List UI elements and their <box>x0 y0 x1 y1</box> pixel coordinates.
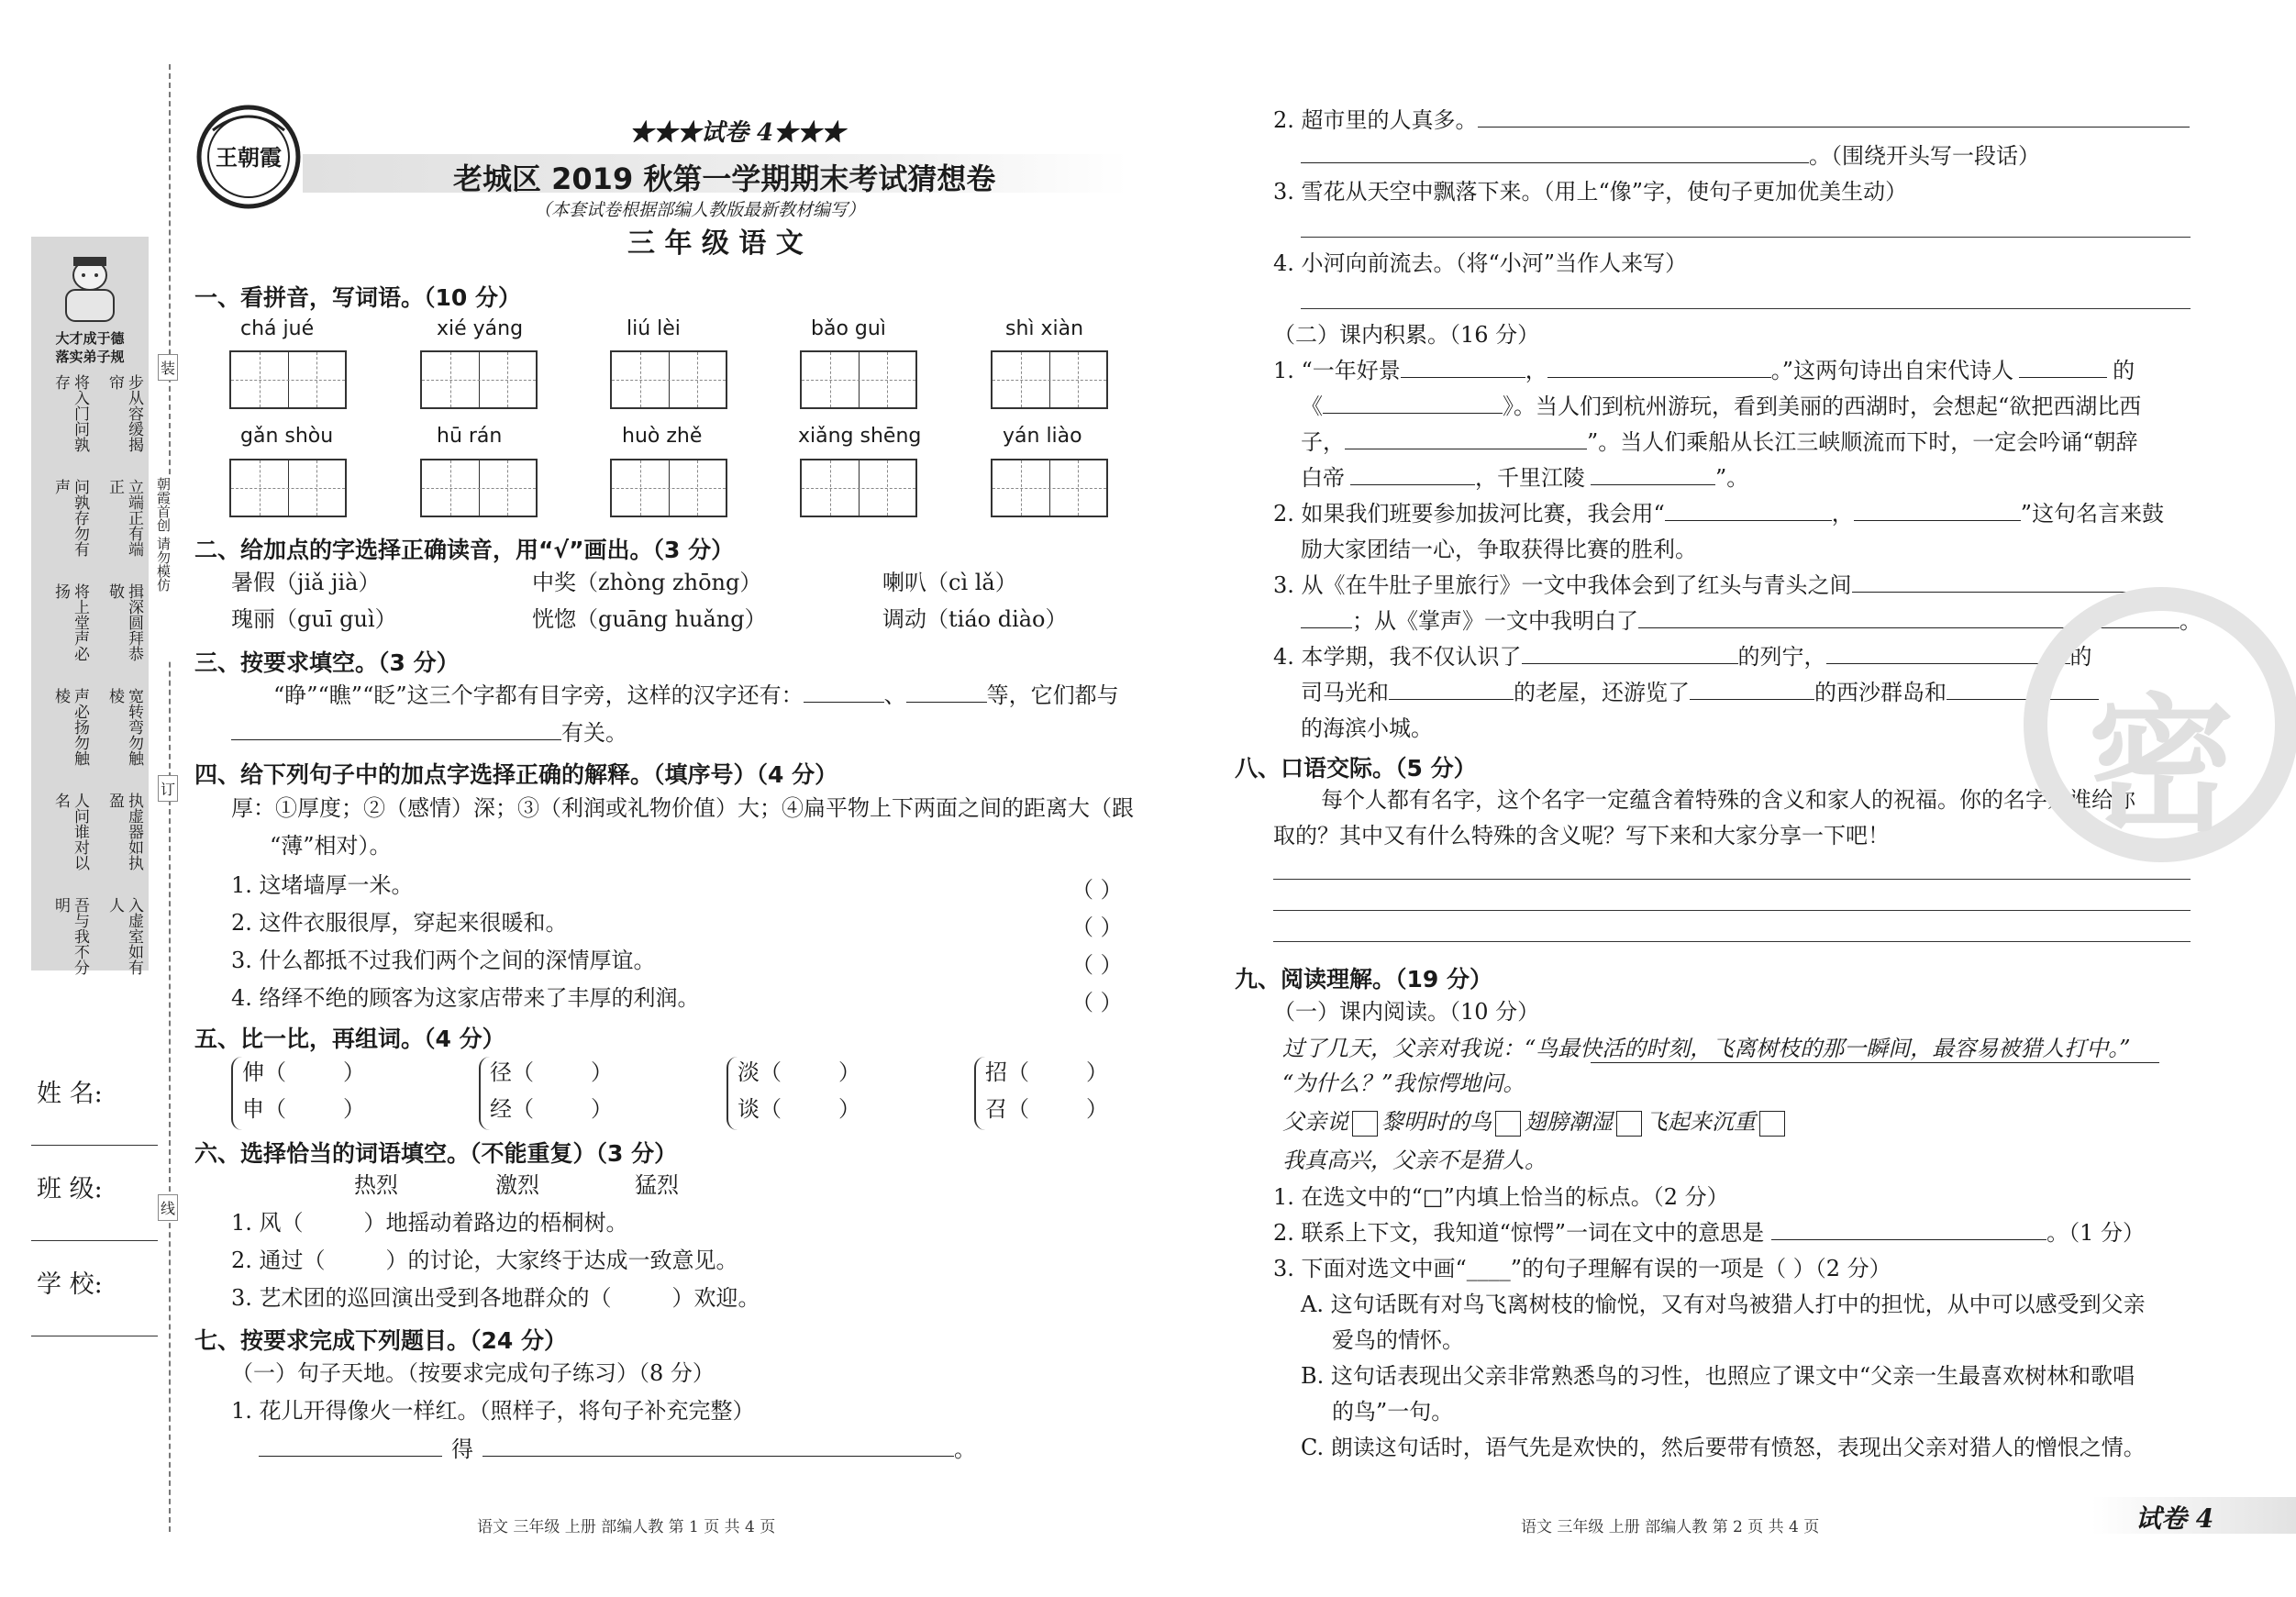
text: 2. 联系上下文，我知道“惊愕”一词在文中的意思是 <box>1273 1220 1765 1246</box>
text: 的 <box>2113 358 2135 383</box>
binding-warning: 朝霞首创 请勿模仿 <box>154 477 173 660</box>
pronunciation-item[interactable]: 恍惚（guāng huǎng） <box>532 606 767 632</box>
text: ；从《掌声》一文中我明白了 <box>1352 608 1638 634</box>
answer-blank[interactable] <box>259 1436 442 1457</box>
q4-item: 1. 这堵墙厚一米。 <box>231 872 414 898</box>
pinyin: shì xiàn <box>1005 317 1084 340</box>
writing-grid[interactable] <box>420 350 538 409</box>
q7-s1-mid: 得 <box>451 1436 473 1462</box>
text: 的西沙群岛和 <box>1814 680 1947 705</box>
q3-sep: 、 <box>883 682 906 708</box>
word-option: 热烈 <box>354 1172 398 1198</box>
text: 白帝 <box>1301 465 1345 491</box>
q7-title: 七、按要求完成下列题目。（24 分） <box>194 1327 567 1354</box>
compare-group <box>479 1057 627 1130</box>
compare-char: 径（ <box>490 1059 534 1085</box>
text: 司马光和 <box>1301 680 1389 705</box>
answer-blank[interactable] <box>2019 357 2107 378</box>
compare-char: 召（ <box>985 1096 1029 1122</box>
pinyin: yán liào <box>1003 425 1082 448</box>
text: ”。 <box>1715 465 1749 491</box>
exam-subject: 三 年 级 语 文 <box>627 227 804 260</box>
q3-text: “睁”“瞧”“眨”这三个字都有目字旁，这样的汉字还有： <box>273 682 804 708</box>
answer-blank[interactable] <box>1665 500 1832 521</box>
punct-box[interactable] <box>1616 1111 1642 1137</box>
compare-group <box>974 1057 1123 1130</box>
text: 。（1 分） <box>2046 1220 2145 1246</box>
answer-blank[interactable] <box>1522 643 1738 664</box>
brand-logo <box>194 103 303 211</box>
q8-prompt: 每个人都有名字，这个名字一定蕴含着特殊的含义和家人的祝福。你的名字是谁给你 <box>1321 787 2135 813</box>
q6-item <box>231 1284 760 1312</box>
q7-s2 <box>1273 106 2190 134</box>
compare-close: ） <box>1086 1059 1108 1085</box>
compare-group <box>727 1057 875 1130</box>
q7-a4-line3: 的海滨小城。 <box>1301 715 1433 741</box>
q6-title: 六、选择恰当的词语填空。（不能重复）（3 分） <box>194 1140 678 1167</box>
answer-line[interactable] <box>1273 941 2191 942</box>
text: ，千里江陵 <box>1475 465 1585 491</box>
pinyin: chá jué <box>240 317 315 340</box>
q7-a1-line4 <box>1301 464 1748 492</box>
reading-line: 我真高兴，父亲不是猎人。 <box>1282 1148 1547 1173</box>
punct-box[interactable] <box>1759 1111 1785 1137</box>
text: 。”这两句诗出自宋代诗人 <box>1770 358 2014 383</box>
compare-char: 伸（ <box>242 1059 286 1085</box>
answer-paren[interactable]: （ ） <box>1071 952 1123 978</box>
footer-right: 语文 三年级 上册 部编人教 第 2 页 共 4 页 <box>1521 1518 1820 1536</box>
compare-close: ） <box>838 1059 860 1085</box>
verse: 揖深圆拜恭敬 <box>105 583 143 661</box>
verse: 声必扬勿触棱 <box>51 688 89 766</box>
pronunciation-item[interactable]: 暑假（jiǎ jià） <box>231 570 381 595</box>
footer-badge: 试卷 4 <box>2135 1503 2214 1534</box>
q7-a2-line2: 励大家团结一心，争取获得比赛的胜利。 <box>1301 537 1697 562</box>
q7-s2-note: 。（围绕开头写一段话） <box>1809 143 2040 169</box>
scholar-illustration <box>51 248 128 325</box>
q3-tail2: 有关。 <box>561 720 627 746</box>
q9-part1: （一）课内阅读。（10 分） <box>1273 999 1540 1025</box>
q3-title: 三、按要求填空。（3 分） <box>194 649 460 676</box>
q6-text: 3. 艺术团的巡回演出受到各地群众的（ <box>231 1285 612 1311</box>
verse: 宽转弯勿触棱 <box>105 688 143 766</box>
option-b-cont: 的鸟”一句。 <box>1332 1399 1454 1425</box>
writing-grid[interactable] <box>800 459 917 517</box>
writing-grid[interactable] <box>229 459 347 517</box>
answer-blank[interactable] <box>482 1436 954 1457</box>
answer-blank[interactable] <box>1389 679 1514 700</box>
verse: 问孰存勿有声 <box>51 479 89 557</box>
text: 。 <box>2180 608 2202 634</box>
text: 黎明时的鸟 <box>1381 1109 1492 1135</box>
q7-a1-line2 <box>1301 393 2141 420</box>
q4-item: 3. 什么都抵不过我们两个之间的深情厚谊。 <box>231 948 656 973</box>
q3-tail: 等，它们都与 <box>986 682 1119 708</box>
q4-item: 2. 这件衣服很厚，穿起来很暖和。 <box>231 910 568 936</box>
writing-grid[interactable] <box>420 459 538 517</box>
q6-text: ）欢迎。 <box>671 1285 760 1311</box>
answer-blank[interactable] <box>1301 142 1809 163</box>
q1-title: 一、看拼音，写词语。（10 分） <box>194 284 521 311</box>
answer-blank[interactable] <box>1401 357 1525 378</box>
compare-close: ） <box>343 1096 365 1122</box>
exam-title: 老城区 2019 秋第一学期期末考试猜想卷 <box>453 161 996 196</box>
verse: 将上堂声必扬 <box>51 583 89 661</box>
q8-title: 八、口语交际。（5 分） <box>1235 755 1477 782</box>
q4-item: 4. 络绎不绝的顾客为这家店带来了丰厚的利润。 <box>231 985 700 1011</box>
underline-mark <box>1591 1062 2159 1063</box>
text: 《 <box>1301 394 1323 419</box>
compare-char: 申（ <box>242 1096 286 1122</box>
verse: 将入门问孰存 <box>51 374 89 452</box>
q6-text: ）地摇动着路边的梧桐树。 <box>363 1210 628 1236</box>
pinyin: xié yáng <box>437 317 524 340</box>
option-b[interactable]: B. 这句话表现出父亲非常熟悉鸟的习性，也照应了课文中“父亲一生最喜欢树林和歌唱 <box>1301 1363 2135 1389</box>
series-label: ★★★试卷 4★★★ <box>629 119 846 147</box>
compare-close: ） <box>1086 1096 1108 1122</box>
q8-prompt: 取的？其中又有什么特殊的含义呢？写下来和大家分享一下吧！ <box>1273 823 1890 848</box>
q6-text: 2. 通过（ <box>231 1248 326 1273</box>
writing-grid[interactable] <box>610 350 727 409</box>
school-label: 学 校: <box>37 1270 103 1299</box>
text: 的列宁， <box>1737 644 1826 670</box>
pinyin: huò zhě <box>622 425 703 448</box>
sidebar-panel <box>31 237 149 975</box>
pronunciation-item[interactable]: 调动（tiáo diào） <box>882 606 1068 632</box>
writing-grid[interactable] <box>610 459 727 517</box>
option-c[interactable]: C. 朗读这句话时，语气先是欢快的，然后要带有愤怒，表现出父亲对猎人的憎恨之情。 <box>1301 1435 2146 1460</box>
answer-blank[interactable] <box>1852 571 2160 593</box>
text: ”这句名言来鼓 <box>2020 501 2165 527</box>
pinyin: liú lèi <box>627 317 681 340</box>
punct-box[interactable] <box>1352 1111 1378 1137</box>
q6-text: 1. 风（ <box>231 1210 304 1236</box>
q7-a2-line1 <box>1273 500 2164 527</box>
answer-line[interactable] <box>1301 308 2191 309</box>
text: 2. 如果我们班要参加拔河比赛，我会用“ <box>1273 501 1665 527</box>
verse: 人问谁对以名 <box>51 793 89 871</box>
text: 翅膀潮湿 <box>1525 1109 1613 1135</box>
q7-part2: （二）课内积累。（16 分） <box>1273 322 1540 348</box>
q7-a4-line2 <box>1301 679 2099 706</box>
q7-s4: 4. 小河向前流去。（将“小河”当作人来写） <box>1273 250 1688 276</box>
answer-blank[interactable] <box>1345 428 1587 449</box>
q7-a4-line1 <box>1273 643 2092 671</box>
text: 子， <box>1301 429 1345 455</box>
q7-s2-line2 <box>1301 142 2040 170</box>
text: 父亲说 <box>1282 1109 1348 1135</box>
compare-char: 淡（ <box>738 1059 782 1085</box>
q6-item <box>231 1209 628 1237</box>
compare-close: ） <box>591 1059 613 1085</box>
answer-blank[interactable] <box>804 682 884 703</box>
q7-part1: （一）句子天地。（按要求完成句子练习）（8 分） <box>231 1360 715 1386</box>
answer-blank[interactable] <box>906 682 987 703</box>
q6-item <box>231 1247 738 1274</box>
option-a[interactable]: A. 这句话既有对鸟飞离树枝的愉悦，又有对鸟被猎人打中的担忧，从中可以感受到父亲 <box>1301 1292 2146 1317</box>
q7-a1-line3 <box>1301 428 2138 456</box>
answer-blank[interactable] <box>1591 464 1715 485</box>
compare-char: 经（ <box>490 1096 534 1122</box>
sidebar-motto-1: 大才成于德 <box>55 330 125 347</box>
compare-close: ） <box>838 1096 860 1122</box>
text: ， <box>1525 358 1547 383</box>
sidebar-verses <box>39 374 143 976</box>
writing-grid[interactable] <box>800 350 917 409</box>
answer-blank[interactable] <box>1350 464 1475 485</box>
answer-line[interactable] <box>1273 879 2191 880</box>
answer-blank[interactable] <box>1826 643 2070 664</box>
reading-line: “为什么？”我惊愕地问。 <box>1282 1070 1525 1096</box>
pinyin: gǎn shòu <box>240 425 334 448</box>
q7-s3: 3. 雪花从天空中飘落下来。（用上“像”字，使句子更加优美生动） <box>1273 179 1908 205</box>
writing-grid[interactable] <box>991 350 1108 409</box>
binding-mark-1: 装 <box>158 354 178 381</box>
punct-box[interactable] <box>1495 1111 1521 1137</box>
verse: 吾与我不分明 <box>51 897 89 975</box>
q6-text: ）的讨论，大家终于达成一致意见。 <box>385 1248 738 1273</box>
writing-grid[interactable] <box>991 459 1108 517</box>
answer-blank[interactable] <box>1690 679 1814 700</box>
q3-line2 <box>231 719 627 747</box>
answer-paren[interactable]: （ ） <box>1071 877 1123 903</box>
answer-blank[interactable] <box>1771 1219 2046 1240</box>
answer-blank[interactable] <box>1478 106 2190 128</box>
seal-char: 密 <box>2087 679 2235 851</box>
q9-question[interactable]: 3. 下面对选文中画“____”的句子理解有误的一项是（ ）（2 分） <box>1273 1256 1891 1281</box>
pinyin: bǎo guì <box>811 317 886 340</box>
text: ， <box>1831 501 1854 527</box>
reading-line-punct <box>1282 1108 1789 1137</box>
compare-close: ） <box>343 1059 365 1085</box>
answer-blank[interactable] <box>1547 357 1771 378</box>
answer-line[interactable] <box>1301 237 2191 238</box>
pinyin: xiǎng shēng <box>798 425 922 448</box>
q9-question: 1. 在选文中的“□”内填上恰当的标点。（2 分） <box>1273 1184 1729 1210</box>
answer-blank[interactable] <box>1323 393 1503 414</box>
confidential-seal <box>2024 587 2296 862</box>
sidebar-motto-2: 落实弟子规 <box>55 349 125 365</box>
name-label: 姓 名: <box>37 1080 103 1108</box>
word-option: 猛烈 <box>635 1172 679 1198</box>
logo-text: 王朝霞 <box>216 144 282 171</box>
text: 3. 从《在牛肚子里旅行》一文中我体会到了红头与青头之间 <box>1273 572 1852 598</box>
q3-line1 <box>273 682 1119 709</box>
verse: 入虚室如有人 <box>105 897 143 975</box>
q9-title: 九、阅读理解。（19 分） <box>1235 966 1492 993</box>
text: 1. “一年好景 <box>1273 358 1401 383</box>
pronunciation-item[interactable]: 瑰丽（guī guì） <box>231 606 397 632</box>
class-label: 班 级: <box>37 1175 103 1203</box>
answer-paren[interactable]: （ ） <box>1071 915 1123 940</box>
q2-title: 二、给加点的字选择正确读音，用“√”画出。（3 分） <box>194 537 735 563</box>
q5-title: 五、比一比，再组词。（4 分） <box>194 1026 505 1052</box>
pronunciation-item[interactable]: 中奖（zhòng zhōng） <box>532 570 762 595</box>
footer-left: 语文 三年级 上册 部编人教 第 1 页 共 4 页 <box>477 1518 776 1536</box>
text: 》。当人们到杭州游玩，看到美丽的西湖时，会想起“欲把西湖比西 <box>1503 394 2142 419</box>
binding-mark-2: 订 <box>158 775 178 802</box>
pinyin: hū rán <box>437 425 503 448</box>
text: 飞起来沉重 <box>1646 1109 1756 1135</box>
answer-blank[interactable] <box>1854 500 2021 521</box>
q7-s1-end: 。 <box>954 1436 976 1462</box>
answer-blank[interactable] <box>1301 607 1352 628</box>
writing-grid[interactable] <box>229 350 347 409</box>
text: ”。当人们乘船从长江三峡顺流而下时，一定会吟诵“朝辞 <box>1587 429 2138 455</box>
exam-subtitle: （本套试卷根据部编人教版最新教材编写） <box>534 200 866 220</box>
verse: 执虚器如执盈 <box>105 793 143 871</box>
compare-group <box>231 1057 380 1130</box>
q4-intro: 厚：①厚度；②（感情）深；③（利润或礼物价值）大；④扁平物上下两面之间的距离大（跟 <box>231 795 1134 821</box>
option-a-cont: 爱鸟的情怀。 <box>1332 1327 1464 1353</box>
q7-a1-line1 <box>1273 357 2135 384</box>
name-line[interactable] <box>31 1145 158 1146</box>
answer-paren[interactable]: （ ） <box>1071 990 1123 1015</box>
text: 的老屋，还游览了 <box>1514 680 1690 705</box>
text: 4. 本学期，我不仅认识了 <box>1273 644 1522 670</box>
q7-s2-text: 2. 超市里的人真多。 <box>1273 107 1478 133</box>
q7-a3-line1 <box>1273 571 2160 599</box>
reading-line: 过了几天，父亲对我说：“鸟最快活的时刻，飞离树枝的那一瞬间，最容易被猎人打中。” <box>1282 1036 2131 1061</box>
q4-intro: “薄”相对）。 <box>270 833 392 859</box>
class-line[interactable] <box>31 1240 158 1241</box>
q7-s1-answer <box>259 1436 976 1463</box>
verse: 立端正有端正 <box>105 479 143 557</box>
compare-char: 谈（ <box>738 1096 782 1122</box>
word-option: 激烈 <box>495 1172 539 1198</box>
q7-s1: 1. 花儿开得像火一样红。（照样子，将句子补充完整） <box>231 1398 755 1424</box>
q4-title: 四、给下列句子中的加点字选择正确的解释。（填序号）（4 分） <box>194 761 838 788</box>
verse: 步从容缓揭帘 <box>105 374 143 452</box>
text: 的 <box>2069 644 2092 670</box>
compare-char: 招（ <box>985 1059 1029 1085</box>
answer-line[interactable] <box>1273 910 2191 911</box>
binding-mark-3: 线 <box>158 1194 178 1221</box>
pronunciation-item[interactable]: 喇叭（cì lǎ） <box>882 570 1017 595</box>
q9-question <box>1273 1219 2145 1247</box>
compare-close: ） <box>591 1096 613 1122</box>
answer-blank[interactable] <box>231 719 561 740</box>
